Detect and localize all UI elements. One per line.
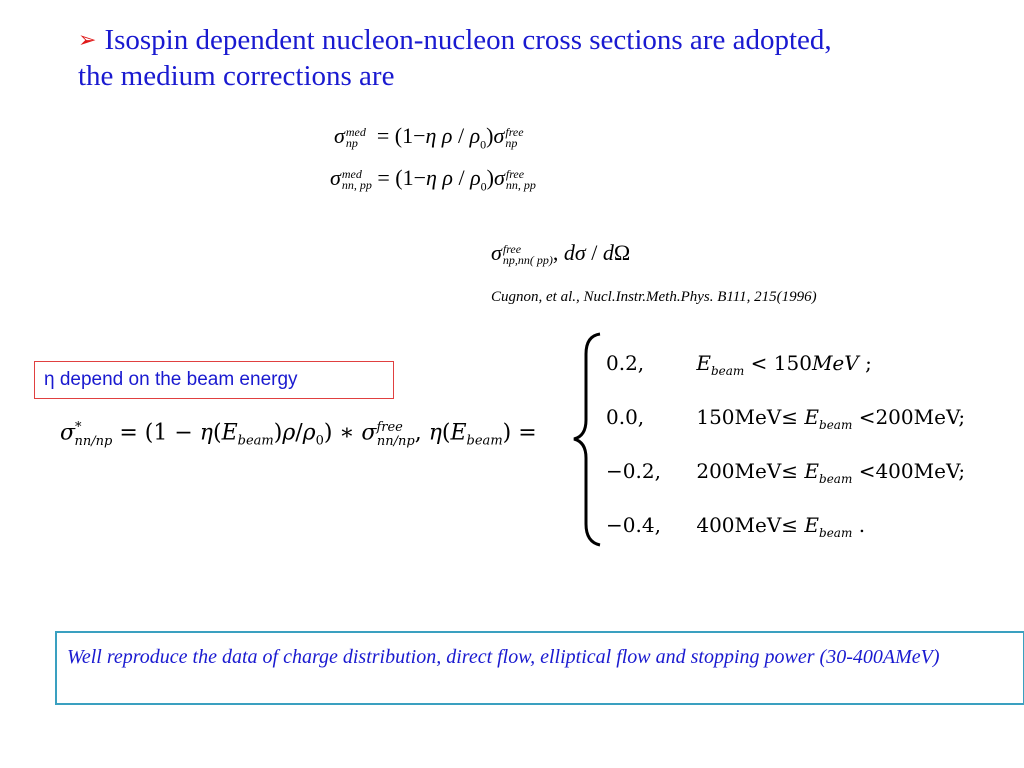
arrow-bullet-icon: ➢ — [78, 27, 97, 52]
case-value-2: 0.0, — [606, 405, 645, 429]
case-row-2 — [606, 405, 965, 432]
case-condition-4: $400MeV\le E_{beam}$ . — [696, 513, 866, 540]
cases-brace — [566, 332, 606, 547]
equation-sigma-free: σ free np,nn( pp) , dσ / dΩ — [491, 240, 631, 267]
case-value-3: −0.2, — [606, 459, 661, 483]
case-value-1: 0.2, — [606, 351, 645, 375]
case-condition-1: $E_{beam} < 150MeV$ ; — [696, 351, 872, 378]
case-condition-2: $150MeV\le E_{beam} <200MeV$; — [696, 405, 966, 432]
case-condition-3: $200MeV\le E_{beam} <400MeV$; — [696, 459, 966, 486]
bullet-text: Isospin dependent nucleon-nucleon cross sections are adopted, the medium corrections are — [78, 24, 832, 92]
case-row-4 — [606, 513, 865, 540]
case-value-4: −0.4, — [606, 513, 661, 537]
eta-note-box: η depend on the beam energy — [34, 361, 394, 399]
citation: Cugnon, et al., Nucl.Instr.Meth.Phys. B111, 215(1996) — [491, 289, 817, 305]
equation-sigma-star: $\sigma^*_{nn/np} = (1 - \eta(E_{beam})\rho/\rho_0)$ ∗ $\sigma^{free}_{nn/np}$, $\eta(E_{beam})$ = — [60, 420, 537, 449]
case-row-3 — [606, 459, 965, 486]
case-row-1 — [606, 351, 872, 378]
summary-box: Well reproduce the data of charge distribution, direct flow, elliptical flow and stopping power (30-400AMeV) — [55, 631, 1024, 705]
bullet-point — [78, 22, 838, 94]
equation-sigma-nnpp-med: σ med nn, pp = (1−η ρ / $\rho_0)\sigma$ free nn, pp — [330, 165, 536, 194]
equation-sigma-np-med: σ med np = (1−η ρ / $\rho_0)\sigma$ free np — [334, 123, 524, 152]
